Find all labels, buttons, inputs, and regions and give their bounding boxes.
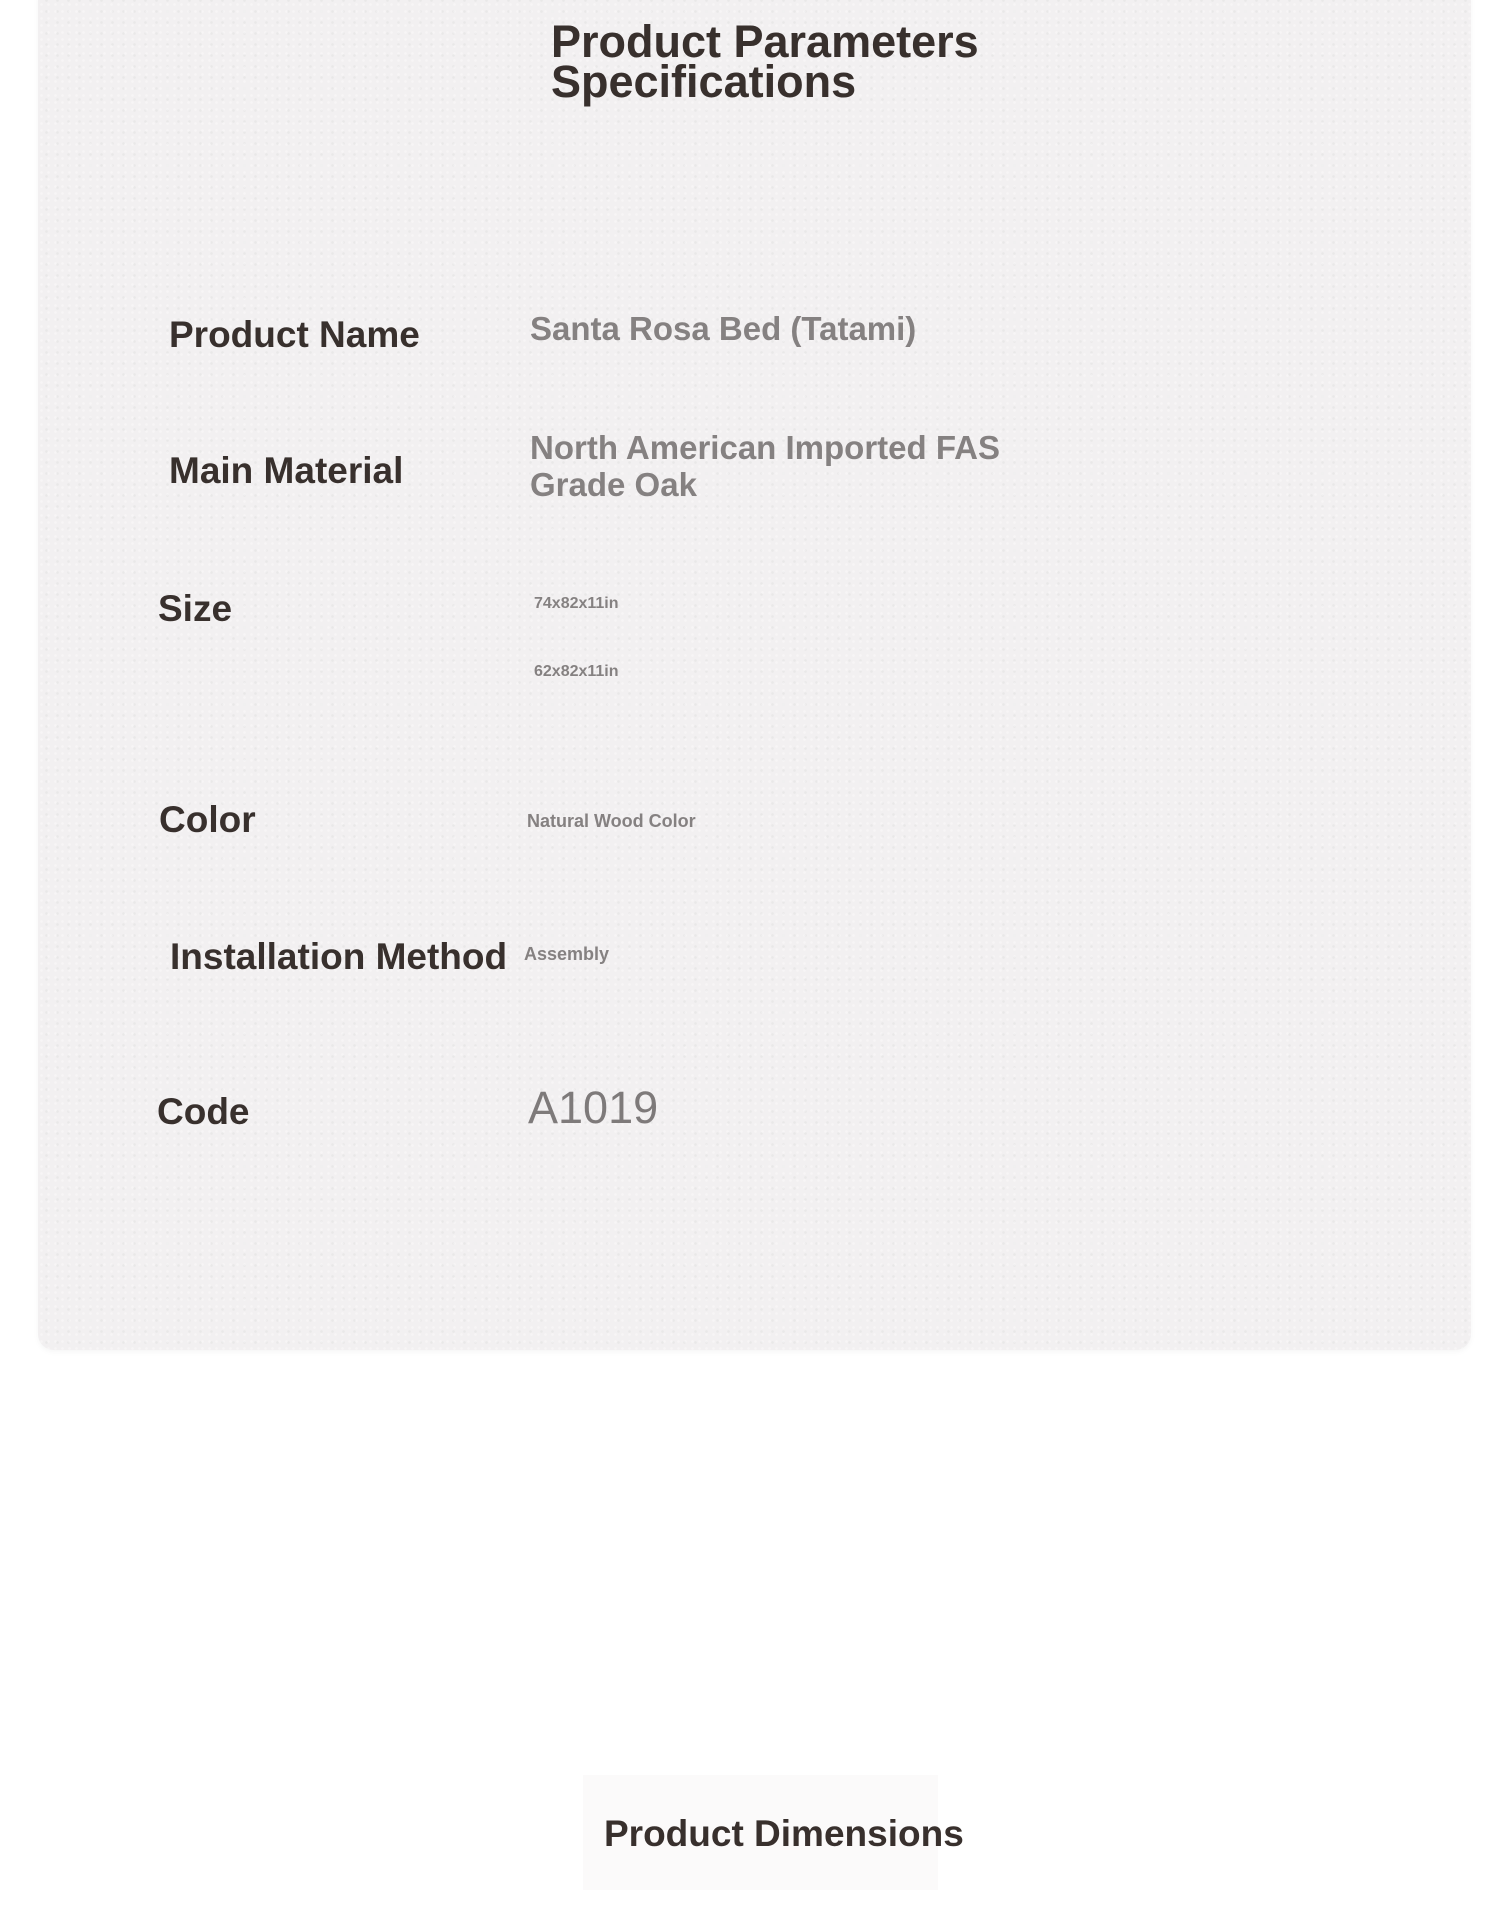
size-value-1: 74x82x11in xyxy=(534,595,619,612)
code-value: A1019 xyxy=(528,1082,659,1133)
installation-method-label: Installation Method xyxy=(170,936,508,977)
installation-method-value: Assembly xyxy=(524,944,610,964)
product-name-value: Santa Rosa Bed (Tatami) xyxy=(530,310,917,347)
main-material-label: Main Material xyxy=(169,450,404,491)
size-label: Size xyxy=(158,588,233,629)
main-material-value-line-1: North American Imported FAS xyxy=(530,429,1001,466)
size-value-2: 62x82x11in xyxy=(534,663,619,680)
color-label: Color xyxy=(159,799,256,840)
main-material-value-line-2: Grade Oak xyxy=(530,466,697,503)
product-specs-card xyxy=(38,0,1471,1350)
product-dimensions-title: Product Dimensions xyxy=(604,1813,964,1854)
specs-title xyxy=(551,16,979,107)
specs-title-line-1: Product Parameters xyxy=(551,16,979,67)
specs-title-line-2: Specifications xyxy=(551,56,857,107)
code-label: Code xyxy=(157,1091,250,1132)
color-value: Natural Wood Color xyxy=(527,811,696,831)
product-name-label: Product Name xyxy=(169,314,420,355)
